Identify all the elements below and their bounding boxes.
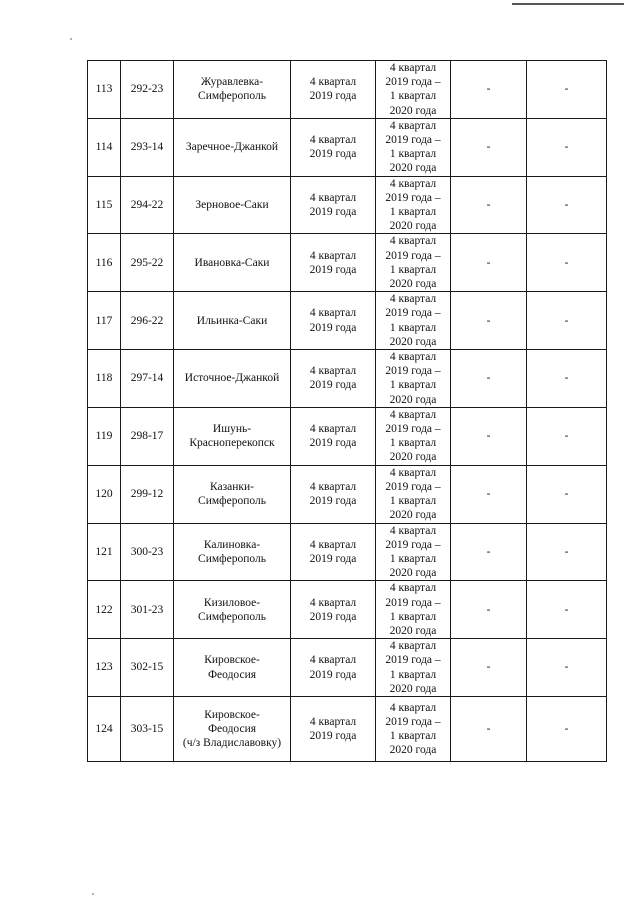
route-code-cell: 296-22 [121, 292, 174, 350]
route-name-cell: Журавлевка- Симферополь [174, 61, 291, 119]
dash-cell: - [527, 234, 607, 292]
start-quarter-cell: 4 квартал 2019 года [291, 523, 376, 581]
route-code-cell: 300-23 [121, 523, 174, 581]
dash-cell: - [527, 581, 607, 639]
dash-cell: - [451, 234, 527, 292]
table-row [88, 523, 607, 581]
table-row [88, 350, 607, 408]
period-cell: 4 квартал 2019 года – 1 квартал 2020 года [376, 61, 451, 119]
period-cell: 4 квартал 2019 года – 1 квартал 2020 года [376, 696, 451, 761]
route-code-cell: 299-12 [121, 465, 174, 523]
scan-speck [92, 893, 94, 895]
row-number-cell: 113 [88, 61, 121, 119]
dash-cell: - [527, 61, 607, 119]
route-code-cell: 292-23 [121, 61, 174, 119]
route-code-cell: 295-22 [121, 234, 174, 292]
route-name-cell: Калиновка- Симферополь [174, 523, 291, 581]
period-cell: 4 квартал 2019 года – 1 квартал 2020 года [376, 523, 451, 581]
start-quarter-cell: 4 квартал 2019 года [291, 581, 376, 639]
table-row [88, 407, 607, 465]
route-code-cell: 301-23 [121, 581, 174, 639]
row-number-cell: 124 [88, 696, 121, 761]
period-cell: 4 квартал 2019 года – 1 квартал 2020 года [376, 581, 451, 639]
row-number-cell: 121 [88, 523, 121, 581]
route-name-cell: Ивановка-Саки [174, 234, 291, 292]
start-quarter-cell: 4 квартал 2019 года [291, 61, 376, 119]
dash-cell: - [527, 292, 607, 350]
route-name-cell: Кировское- Феодосия [174, 639, 291, 697]
route-name-cell: Казанки- Симферополь [174, 465, 291, 523]
table-row [88, 292, 607, 350]
route-name-cell: Заречное-Джанкой [174, 118, 291, 176]
row-number-cell: 114 [88, 118, 121, 176]
dash-cell: - [451, 696, 527, 761]
dash-cell: - [527, 176, 607, 234]
row-number-cell: 115 [88, 176, 121, 234]
row-number-cell: 123 [88, 639, 121, 697]
table-row [88, 234, 607, 292]
dash-cell: - [527, 465, 607, 523]
period-cell: 4 квартал 2019 года – 1 квартал 2020 года [376, 350, 451, 408]
table-row [88, 176, 607, 234]
table-row [88, 465, 607, 523]
dash-cell: - [451, 292, 527, 350]
period-cell: 4 квартал 2019 года – 1 квартал 2020 года [376, 118, 451, 176]
row-number-cell: 119 [88, 407, 121, 465]
dash-cell: - [527, 639, 607, 697]
row-number-cell: 120 [88, 465, 121, 523]
dash-cell: - [527, 118, 607, 176]
route-code-cell: 297-14 [121, 350, 174, 408]
route-name-cell: Ишунь- Красноперекопск [174, 407, 291, 465]
dash-cell: - [451, 465, 527, 523]
dash-cell: - [451, 350, 527, 408]
route-code-cell: 294-22 [121, 176, 174, 234]
period-cell: 4 квартал 2019 года – 1 квартал 2020 года [376, 176, 451, 234]
route-code-cell: 298-17 [121, 407, 174, 465]
period-cell: 4 квартал 2019 года – 1 квартал 2020 года [376, 407, 451, 465]
start-quarter-cell: 4 квартал 2019 года [291, 696, 376, 761]
route-name-cell: Кировское- Феодосия (ч/з Владиславовку) [174, 696, 291, 761]
route-schedule-table [87, 60, 607, 762]
dash-cell: - [451, 176, 527, 234]
start-quarter-cell: 4 квартал 2019 года [291, 465, 376, 523]
scan-speck [70, 38, 72, 40]
start-quarter-cell: 4 квартал 2019 года [291, 234, 376, 292]
table-row [88, 581, 607, 639]
period-cell: 4 квартал 2019 года – 1 квартал 2020 года [376, 465, 451, 523]
period-cell: 4 квартал 2019 года – 1 квартал 2020 года [376, 639, 451, 697]
start-quarter-cell: 4 квартал 2019 года [291, 350, 376, 408]
dash-cell: - [451, 639, 527, 697]
period-cell: 4 квартал 2019 года – 1 квартал 2020 года [376, 234, 451, 292]
table-row [88, 118, 607, 176]
route-code-cell: 303-15 [121, 696, 174, 761]
dash-cell: - [451, 407, 527, 465]
row-number-cell: 118 [88, 350, 121, 408]
table-body [88, 61, 607, 762]
route-name-cell: Источное-Джанкой [174, 350, 291, 408]
dash-cell: - [451, 61, 527, 119]
start-quarter-cell: 4 квартал 2019 года [291, 292, 376, 350]
dash-cell: - [451, 523, 527, 581]
row-number-cell: 117 [88, 292, 121, 350]
dash-cell: - [451, 118, 527, 176]
start-quarter-cell: 4 квартал 2019 года [291, 639, 376, 697]
dash-cell: - [527, 523, 607, 581]
table-row [88, 696, 607, 761]
route-code-cell: 293-14 [121, 118, 174, 176]
route-name-cell: Кизиловое- Симферополь [174, 581, 291, 639]
start-quarter-cell: 4 квартал 2019 года [291, 176, 376, 234]
table-row [88, 61, 607, 119]
dash-cell: - [451, 581, 527, 639]
start-quarter-cell: 4 квартал 2019 года [291, 118, 376, 176]
table-row [88, 639, 607, 697]
dash-cell: - [527, 407, 607, 465]
row-number-cell: 116 [88, 234, 121, 292]
row-number-cell: 122 [88, 581, 121, 639]
dash-cell: - [527, 696, 607, 761]
route-code-cell: 302-15 [121, 639, 174, 697]
route-name-cell: Ильинка-Саки [174, 292, 291, 350]
dash-cell: - [527, 350, 607, 408]
period-cell: 4 квартал 2019 года – 1 квартал 2020 года [376, 292, 451, 350]
header-rule [512, 3, 624, 5]
route-name-cell: Зерновое-Саки [174, 176, 291, 234]
start-quarter-cell: 4 квартал 2019 года [291, 407, 376, 465]
